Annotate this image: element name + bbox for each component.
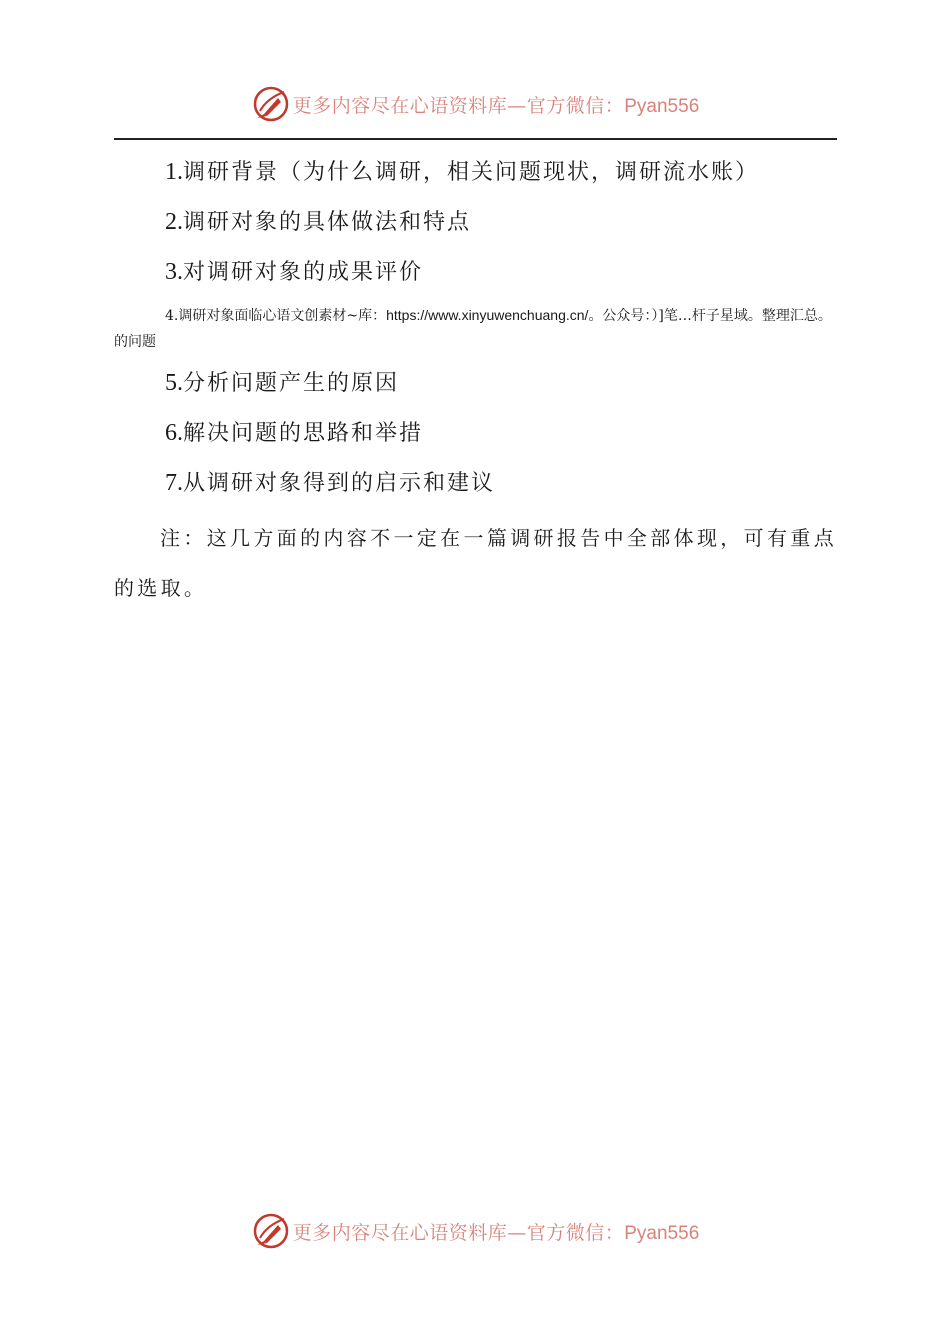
footer-banner (0, 1209, 950, 1253)
list-item-small: 4.调研对象面临心语文创素材~库：https://www.xinyuwenchuang.cn/。公众号：）]笔…杆子星域。整理汇总。的问题 (114, 307, 832, 350)
header-banner-text: 更多内容尽在心语资料库—官方微信：Pyan556 (292, 94, 700, 117)
list-item: 6.解决问题的思路和举措 (165, 420, 424, 446)
list-item: 7.从调研对象得到的启示和建议 (165, 470, 496, 496)
list-item: 3.对调研对象的成果评价 (165, 259, 424, 285)
list-item: 1.调研背景（为什么调研，相关问题现状，调研流水账） (165, 159, 760, 185)
list-item: 5.分析问题产生的原因 (165, 370, 400, 396)
website-url: https://www.xinyuwenchuang.cn/ (386, 307, 589, 323)
header-divider (114, 138, 837, 140)
pen-nib-circle-icon (251, 1211, 291, 1251)
footer-banner-text: 更多内容尽在心语资料库—官方微信：Pyan556 (292, 1221, 700, 1244)
document-body (114, 150, 837, 613)
list-item: 2.调研对象的具体做法和特点 (165, 209, 472, 235)
pen-nib-circle-icon (251, 84, 291, 124)
header-banner (0, 82, 950, 126)
note-paragraph: 注：这几方面的内容不一定在一篇调研报告中全部体现，可有重点的选取。 (114, 526, 837, 600)
